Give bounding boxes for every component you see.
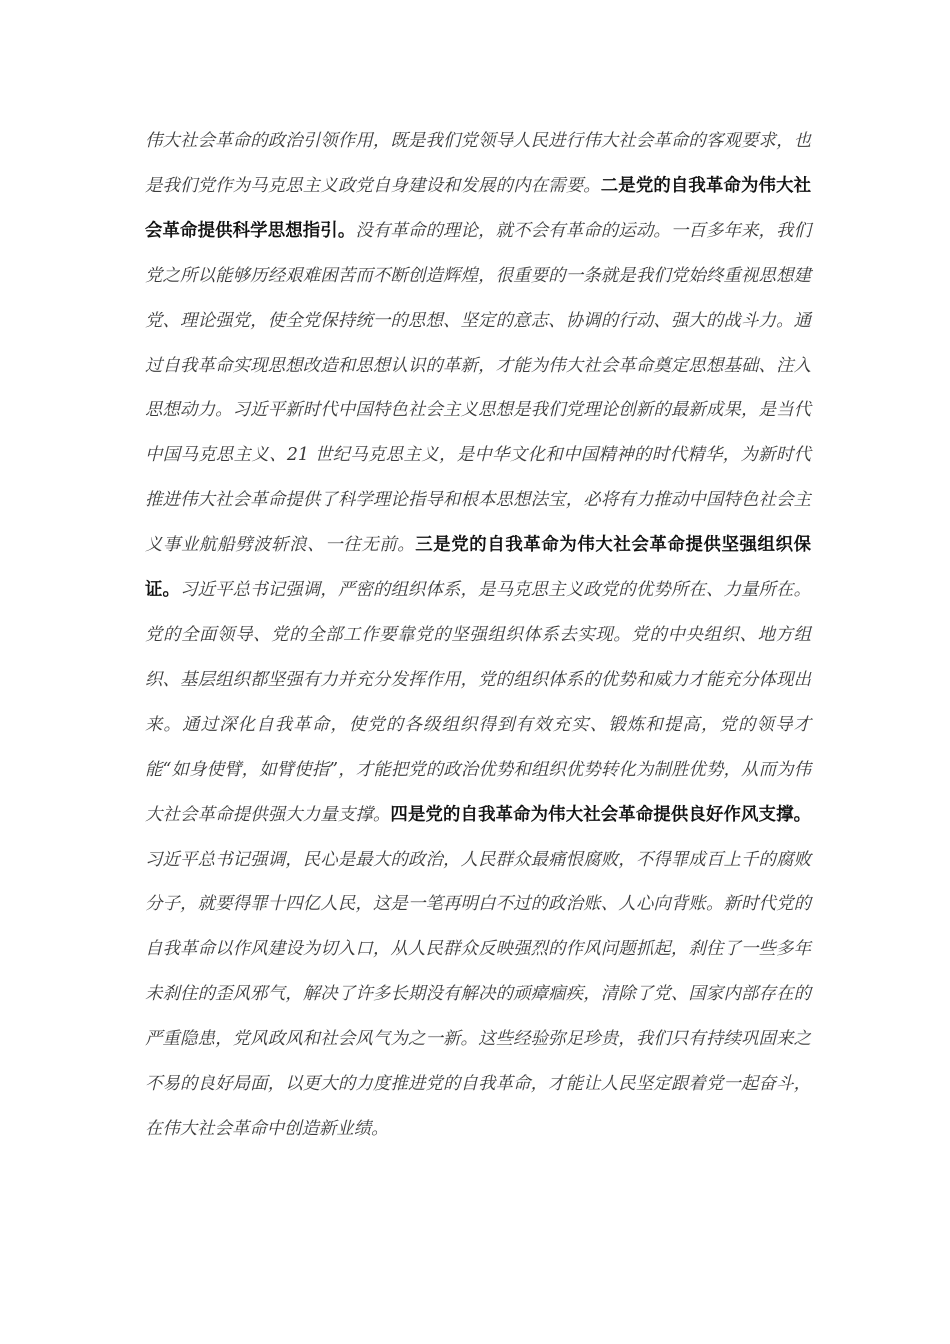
paragraph-segment-4: 习近平总书记强调，民心是最大的政治，人民群众最痛恨腐败，不得罪成百上千的腐败分子，就要得罪十四亿人民，这是一笔再明白不过的政治账、人心向背账。新时代党的自我革命以作风建设为切入口，从人民群众反映强烈的作风问题抓起，刹住了一些多年未刹住的歪风邪气，解决了许多长期没有解决的顽瘴痼疾，清除了党、国家内部存在的严重隐患，党风政风和社会风气为之一新。这些经验弥足珍贵，我们只有持续巩固来之不易的良好局面，以更大的力度推进党的自我革命，才能让人民坚定跟着党一起奋斗，在伟大社会革命中创造新业绩。 — [145, 849, 811, 1139]
body-paragraph — [145, 119, 811, 1152]
paragraph-segment-2: 没有革命的理论，就不会有革命的运动。一百多年来，我们党之所以能够历经艰难困苦而不断创造辉煌，很重要的一条就是我们党始终重视思想建党、理论强党，使全党保持统一的思想、坚定的意志、协调的行动、强大的战斗力。通过自我革命实现思想改造和思想认识的革新，才能为伟大社会革命奠定思想基础、注入思想动力。习近平新时代中国特色社会主义思想是我们党理论创新的最新成果，是当代中国马克思主义、21 世纪马克思主义，是中华文化和中国精神的时代精华，为新时代推进伟大社会革命提供了科学理论指导和根本思想法宝，必将有力推动中国特色社会主义事业航船劈波斩浪、一往无前。 — [145, 220, 811, 556]
section-heading-2: 二是党的自我革命为伟大社会革命提供科学思想指引。 — [145, 175, 811, 241]
section-heading-3: 三是党的自我革命为伟大社会革命提供坚强组织保证。 — [145, 535, 811, 601]
section-heading-4: 四是党的自我革命为伟大社会革命提供良好作风支撑。 — [390, 804, 811, 825]
paragraph-segment-3: 习近平总书记强调，严密的组织体系，是马克思主义政党的优势所在、力量所在。党的全面领导、党的全部工作要靠党的坚强组织体系去实现。党的中央组织、地方组织、基层组织都坚强有力并充分发挥作用，党的组织体系的优势和威力才能充分体现出来。通过深化自我革命，使党的各级组织得到有效充实、锻炼和提高，党的领导才能“如身使臂，如臂使指”，才能把党的政治优势和组织优势转化为制胜优势，从而为伟大社会革命提供强大力量支撑。 — [145, 580, 811, 825]
paragraph-segment-1: 伟大社会革命的政治引领作用，既是我们党领导人民进行伟大社会革命的客观要求，也是我们党作为马克思主义政党自身建设和发展的内在需要。 — [145, 131, 811, 196]
